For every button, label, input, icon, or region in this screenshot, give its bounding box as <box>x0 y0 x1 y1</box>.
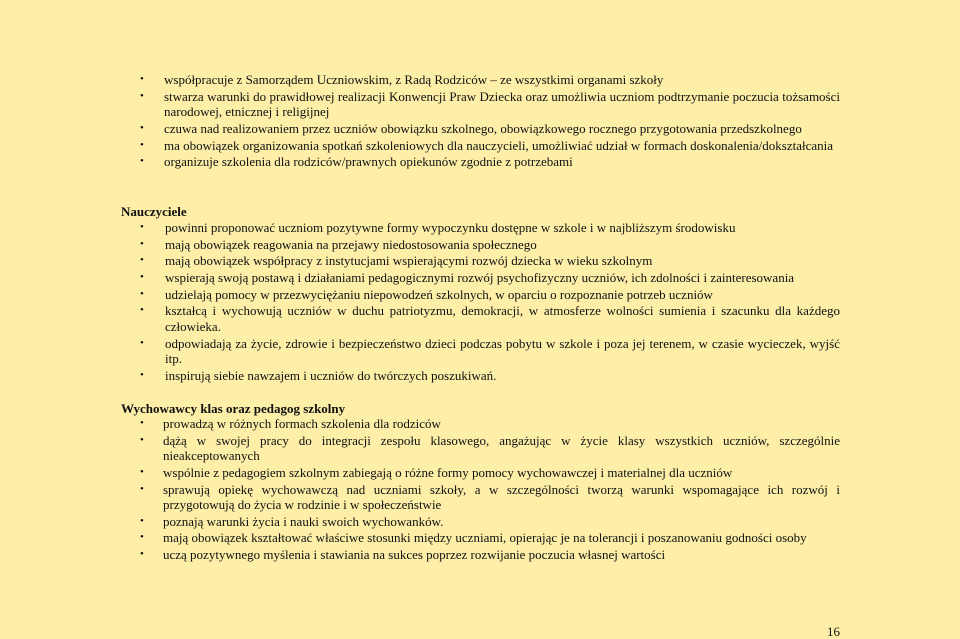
bullet-list <box>0 220 960 383</box>
bullet-icon: • <box>140 433 144 446</box>
list-item <box>140 416 840 432</box>
list-item-text: uczą pozytywnego myślenia i stawiania na sukces poprzez rozwijanie poczucia własnej wartości <box>163 547 666 563</box>
list-item-text: powinni proponować uczniom pozytywne formy wypoczynku dostępne w szkole i w najbliższym środowisku <box>165 220 736 235</box>
list-item-text: czuwa nad realizowaniem przez uczniów obowiązku szkolnego, obowiązkowego rocznego przygotowania przedszkolnego <box>164 120 802 136</box>
page-number: 16 <box>827 624 840 639</box>
bullet-icon: • <box>140 482 144 495</box>
list-item-text: odpowiadają za życie, zdrowie i bezpieczeństwo dzieci podczas pobytu w szkole i poza jej terenem, w czasie wycieczek, wyjść itp. <box>165 335 840 367</box>
list-item <box>140 547 840 563</box>
bullet-list <box>0 72 960 170</box>
bullet-icon: • <box>140 304 144 317</box>
bullet-icon: • <box>140 417 144 429</box>
section-teachers <box>0 220 960 385</box>
bullet-icon: • <box>140 548 144 561</box>
bullet-icon: • <box>140 287 144 300</box>
list-item <box>140 286 840 303</box>
section-director-duties <box>0 72 960 171</box>
heading-class-tutors: Wychowawcy klas oraz pedagog szkolny <box>121 401 346 416</box>
list-item-text: mają obowiązek reagowania na przejawy niedostosowania społecznego <box>165 236 537 252</box>
bullet-icon: • <box>140 271 144 284</box>
bullet-icon: • <box>140 514 144 527</box>
list-item <box>140 530 840 546</box>
list-item-text: mają obowiązek współpracy z instytucjami wspierającymi rozwój dziecka w wieku szkolnym <box>165 253 653 269</box>
bullet-icon: • <box>140 368 144 381</box>
list-item <box>140 154 840 170</box>
list-item-text: sprawują opiekę wychowawczą nad uczniami szkoły, a w szczególności tworzą warunki wspomagające ich rozwój i przygotowują do życia w rodzinie i w społeczeństwie <box>163 481 840 513</box>
bullet-icon: • <box>140 237 144 250</box>
list-item-text: stwarza warunki do prawidłowej realizacji Konwencji Praw Dziecka oraz umożliwia uczniom podtrzymanie poczucia tożsamości narodowej, etnicznej i religijnej <box>164 88 840 120</box>
list-item-text: prowadzą w różnych formach szkolenia dla rodziców <box>163 416 441 431</box>
list-item-text: kształcą i wychowują uczniów w duchu patriotyzmu, demokracji, w atmosferze wolności sumienia i szacunku dla każdego człowieka. <box>165 303 840 334</box>
heading-teachers: Nauczyciele <box>121 204 187 219</box>
list-item-text: inspirują siebie nawzajem i uczniów do twórczych poszukiwań. <box>165 367 497 383</box>
bullet-icon: • <box>140 531 144 544</box>
list-item-text: mają obowiązek kształtować właściwe stosunki między uczniami, opierając je na tolerancji i poszanowaniu godności osoby <box>163 530 807 546</box>
bullet-icon: • <box>140 221 144 233</box>
bullet-icon: • <box>140 89 144 102</box>
list-item <box>140 72 840 88</box>
bullet-icon: • <box>140 465 144 478</box>
list-item <box>140 120 840 137</box>
list-item <box>140 432 840 464</box>
list-item <box>140 270 840 286</box>
list-item-text: organizuje szkolenia dla rodziców/prawnych opiekunów zgodnie z potrzebami <box>164 154 573 170</box>
section-class-tutors <box>0 416 960 564</box>
list-item <box>140 513 840 530</box>
bullet-icon: • <box>140 155 144 168</box>
list-item-text: poznają warunki życia i nauki swoich wychowanków. <box>163 513 444 529</box>
list-item <box>140 464 840 481</box>
bullet-list <box>0 416 960 563</box>
list-item <box>140 481 840 513</box>
list-item-text: udzielają pomocy w przezwyciężaniu niepowodzeń szkolnych, w oparciu o rozpoznanie potrzeb uczniów <box>165 286 713 302</box>
list-item <box>140 367 840 384</box>
list-item-text: dążą w swojej pracy do integracji zespołu klasowego, angażując w życie klasy wszystkich uczniów, szczególnie nieakceptowanych <box>163 432 840 464</box>
bullet-icon: • <box>140 121 144 134</box>
list-item <box>140 220 840 236</box>
list-item <box>140 335 840 367</box>
list-item <box>140 88 840 120</box>
list-item-text: współpracuje z Samorządem Uczniowskim, z Radą Rodziców – ze wszystkimi organami szkoły <box>164 72 664 87</box>
list-item-text: wspierają swoją postawą i działaniami pedagogicznymi rozwój psychofizyczny uczniów, ich zdolności i zainteresowania <box>165 270 795 286</box>
list-item <box>140 303 840 334</box>
bullet-icon: • <box>140 138 144 151</box>
list-item <box>140 253 840 269</box>
bullet-icon: • <box>140 336 144 349</box>
bullet-icon: • <box>140 254 144 267</box>
list-item <box>140 137 840 154</box>
list-item <box>140 236 840 253</box>
bullet-icon: • <box>140 73 144 85</box>
list-item-text: wspólnie z pedagogiem szkolnym zabiegają o różne formy pomocy wychowawczej i materialnej dla uczniów <box>163 464 733 480</box>
list-item-text: ma obowiązek organizowania spotkań szkoleniowych dla nauczycieli, umożliwiać udział w formach doskonalenia/dokształcania <box>164 137 834 153</box>
